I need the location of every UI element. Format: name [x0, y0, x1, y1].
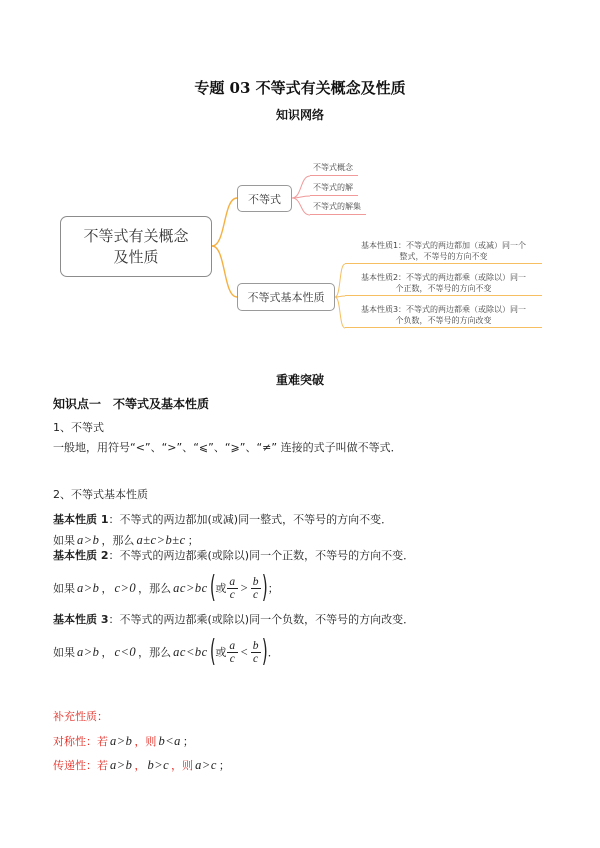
fraction-denominator: c [253, 652, 259, 665]
fraction-denominator: c [229, 652, 236, 665]
rule1-statement [53, 513, 392, 527]
definition-text: 一般地，用符号“<”、“>”、“⩽”、“⩾”、“≠” 连接的式子叫做不等式． [53, 441, 402, 454]
big-right-paren: ) [261, 570, 268, 605]
math-expression: b>c [147, 757, 170, 772]
math-expression: a>c [195, 757, 217, 772]
big-right-paren: ) [261, 634, 268, 669]
fraction [251, 576, 261, 601]
connector-root-to-inequality [212, 198, 237, 246]
math-expression: b<a [158, 733, 181, 748]
example-text: 如果 [53, 582, 75, 595]
symmetry-label: 对称性： [53, 735, 97, 748]
example-text: ； [267, 582, 279, 595]
branch-inequality-node [237, 185, 292, 212]
branch-properties-label: 不等式基本性质 [247, 291, 325, 304]
math-expression: a>b [77, 580, 100, 595]
connector-inequality-leaf-1 [292, 176, 310, 198]
relation-symbol: < [240, 644, 248, 659]
rule3-statement [53, 613, 414, 627]
rule3-label: 基本性质 3 [53, 613, 109, 626]
example-text: ， [134, 759, 146, 772]
leaf-property-1-line-1: 基本性质1：不等式的两边都加（或减）同一个 [360, 240, 527, 250]
leaf-inequality-solution-set: 不等式的解集 [310, 201, 366, 215]
math-expression: a>b [110, 757, 133, 772]
rule1-example [53, 532, 199, 548]
rule3-text: ：不等式的两边都乘(或除以)同一个负数，不等号的方向改变． [108, 613, 415, 626]
big-left-paren: ( [209, 634, 216, 669]
example-text: 若 [97, 759, 108, 772]
connector-properties-leaf-3 [335, 297, 345, 328]
leaf-inequality-solution: 不等式的解 [310, 182, 358, 196]
math-expression: c>0 [114, 580, 137, 595]
connector-root-to-properties [212, 246, 237, 297]
rule1-label: 基本性质 1 [53, 513, 109, 526]
example-text: 若 [97, 735, 108, 748]
math-expression: a>b [110, 733, 133, 748]
example-text: ，则 [171, 759, 194, 772]
transitivity-label: 传递性： [53, 759, 97, 772]
leaf-inequality-concept: 不等式概念 [310, 162, 358, 176]
symmetry-property [53, 733, 194, 749]
example-text: 如果 [53, 646, 75, 659]
fraction-numerator: a [229, 639, 236, 652]
math-expression: a±c>b±c [136, 532, 186, 547]
rule2-label: 基本性质 2 [53, 549, 109, 562]
fraction [251, 640, 261, 665]
example-text: ， [101, 582, 113, 595]
branch-inequality-label: 不等式 [248, 192, 281, 206]
example-text: 如果 [53, 534, 75, 547]
breakthrough-heading: 重难突破 [275, 373, 324, 387]
definition-heading: 1、不等式 [53, 421, 104, 434]
example-text: ． [267, 646, 279, 659]
connector-properties-leaf-1 [335, 264, 345, 297]
fraction-numerator: b [252, 575, 259, 588]
root-label-line-2: 及性质 [113, 247, 159, 266]
example-text: ，那么 [101, 534, 135, 547]
example-text: ， [101, 646, 113, 659]
properties-heading: 2、不等式基本性质 [53, 488, 148, 501]
example-text: ，那么 [138, 582, 172, 595]
math-expression: ac<bc [173, 644, 208, 659]
fraction-denominator: c [229, 588, 236, 601]
fraction-denominator: c [253, 588, 259, 601]
page-title: 专题 03 不等式有关概念及性质 [194, 79, 406, 97]
transitivity-property [53, 757, 230, 773]
relation-symbol: > [240, 580, 248, 595]
example-text: ，那么 [138, 646, 172, 659]
big-left-paren: ( [209, 570, 216, 605]
leaf-property-2-line-1: 基本性质2：不等式的两边都乘（或除以）同一 [360, 272, 527, 282]
fraction [227, 640, 237, 665]
example-text: 或 [215, 646, 227, 659]
leaf-property-1-line-2: 整式，不等号的方向不变 [399, 251, 488, 261]
knowledge-point-heading: 知识点一 不等式及基本性质 [53, 397, 210, 411]
root-label-line-1: 不等式有关概念 [83, 226, 189, 245]
rule2-statement [53, 549, 414, 563]
fraction [227, 576, 237, 601]
example-text: ； [218, 759, 230, 772]
rule3-example [53, 634, 279, 669]
math-expression: a>b [77, 532, 100, 547]
rule2-example [53, 570, 279, 605]
mindmap-root-node [60, 216, 212, 277]
math-expression: a>b [77, 644, 100, 659]
supplement-heading: 补充性质： [53, 710, 108, 723]
example-text: 或 [215, 582, 227, 595]
leaf-property-3 [345, 302, 542, 328]
example-text: ； [187, 534, 199, 547]
network-heading: 知识网络 [275, 108, 324, 122]
example-text: ，则 [134, 735, 157, 748]
rule2-text: ：不等式的两边都乘(或除以)同一个正数，不等号的方向不变． [108, 549, 415, 562]
leaf-property-1 [345, 238, 542, 264]
math-expression: c<0 [114, 644, 137, 659]
fraction-numerator: b [252, 639, 259, 652]
math-expression: ac>bc [173, 580, 208, 595]
rule1-text: ：不等式的两边都加(或减)同一整式，不等号的方向不变． [108, 513, 393, 526]
connector-inequality-leaf-3 [292, 198, 310, 215]
example-text: ； [182, 735, 194, 748]
leaf-property-3-line-2: 个负数，不等号的方向改变 [395, 315, 492, 325]
branch-properties-node [237, 283, 335, 311]
leaf-property-2 [345, 270, 542, 296]
leaf-property-2-line-2: 个正数，不等号的方向不变 [395, 283, 492, 293]
leaf-property-3-line-1: 基本性质3：不等式的两边都乘（或除以）同一 [360, 304, 527, 314]
fraction-numerator: a [229, 575, 236, 588]
